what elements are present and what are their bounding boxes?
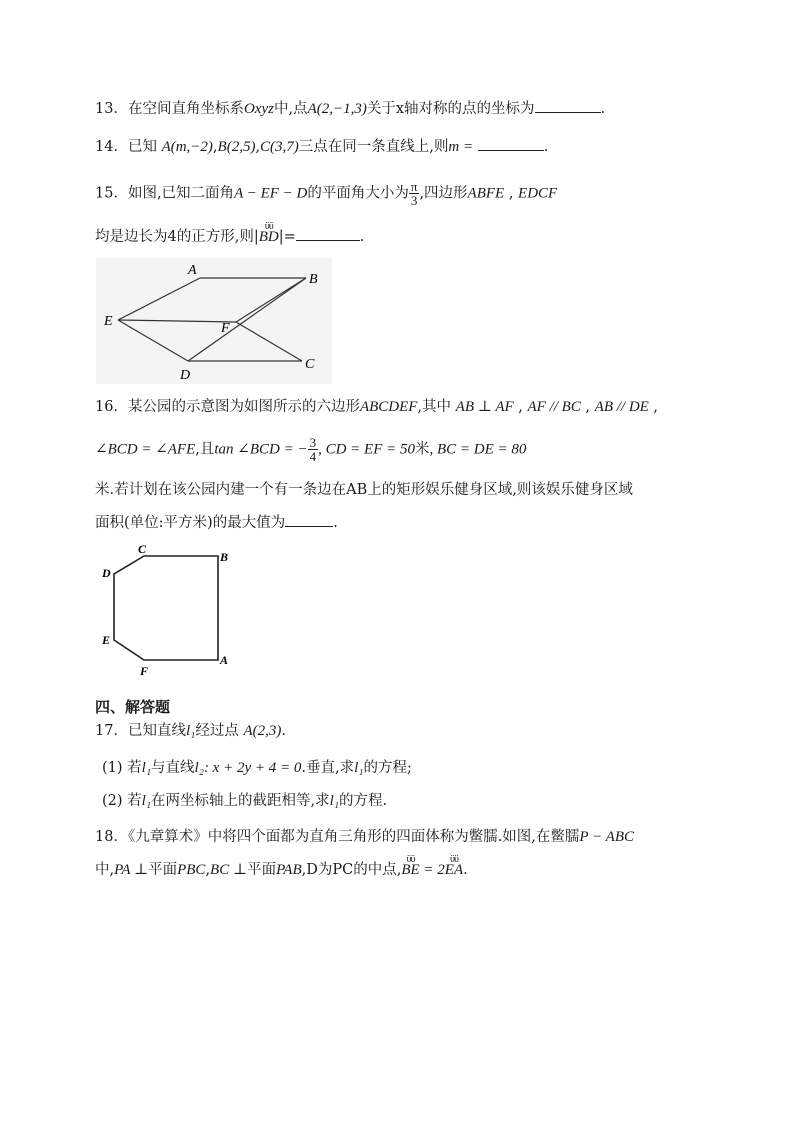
hex-label-b: B — [220, 550, 229, 564]
q13-line: 13．在空间直角坐标系Oxyz中,点A(2,−1,3)关于x轴对称的点的坐标为 . — [95, 98, 605, 119]
q15-answer-blank — [296, 226, 360, 241]
q16-line3: 米.若计划在该公园内建一个有一条边在AB上的矩形娱乐健身区域,则该娱乐健身区域 — [95, 482, 633, 498]
vector-be: ϋϋ BE — [401, 854, 420, 878]
q13-answer-blank — [535, 98, 601, 113]
q17-part1: (1) 若l₁与直线l₂: x + 2y + 4 = 0.垂直,求l₁的方程; — [102, 760, 412, 776]
q16-line1: 16．某公园的示意图为如图所示的六边形ABCDEF,其中 AB ⊥ AF , AF // BC , AB // DE , — [95, 399, 659, 415]
label-a: A — [188, 263, 197, 278]
q15-line2: 均是边长为4的正方形,则| ϋϋ BD|= . — [95, 221, 365, 245]
q16-line2: ∠BCD = ∠AFE,且tan ∠BCD = − $\frac{3}{4}$ , CD = EF = 50米, BC = DE = 80 — [95, 435, 527, 464]
q15-number: 15． — [95, 185, 128, 202]
label-e: E — [104, 314, 113, 329]
hex-label-d: D — [102, 566, 111, 580]
section-heading: 四、解答题 — [95, 698, 171, 716]
vector-ea: ϋϋ EA — [444, 854, 464, 878]
dihedral-angle-figure — [96, 258, 332, 384]
hex-label-c: C — [138, 542, 147, 556]
hexagon-park-figure — [96, 540, 246, 680]
q16-line4: 面积(单位:平方米)的最大值为 . — [95, 512, 338, 533]
q16-fraction: $\frac{3}{4}$ — [309, 435, 317, 464]
q17-line: 17．已知直线l₁经过点 A(2,3). — [95, 723, 286, 739]
hex-label-a: A — [220, 653, 229, 667]
q18-number: 18． — [95, 829, 128, 845]
label-c: C — [305, 357, 315, 372]
hex-label-f: F — [140, 664, 149, 678]
label-f: F — [221, 321, 230, 336]
q14-answer-blank — [478, 136, 544, 151]
q15-fraction: $\frac{\pi}{3}$ — [410, 179, 418, 208]
label-b: B — [309, 272, 318, 287]
q17-number: 17． — [95, 723, 128, 739]
hexagon-outline — [114, 556, 218, 660]
vector-bd: ϋϋ BD — [258, 221, 279, 245]
q13-number: 13． — [95, 101, 128, 117]
label-d: D — [180, 368, 191, 383]
q16-number: 16． — [95, 399, 128, 415]
q16-answer-blank — [285, 512, 333, 527]
q18-line2: 中,PA ⊥平面PBC,BC ⊥平面PAB,D为PC的中点, ϋϋ BE = 2 ϋϋ EA. — [95, 854, 468, 878]
figure-background — [96, 258, 332, 384]
q14-number: 14． — [95, 139, 128, 155]
q17-part2: (2) 若l₁在两坐标轴上的截距相等,求l₁的方程. — [102, 793, 388, 809]
q18-line1: 18．《九章算术》中将四个面都为直角三角形的四面体称为鳖臑.如图,在鳖臑P − ABC — [95, 829, 634, 845]
q14-line: 14．已知 A(m,−2),B(2,5),C(3,7)三点在同一条直线上,则m = . — [95, 136, 548, 157]
hex-label-e: E — [102, 633, 111, 647]
q15-line1: 15．如图,已知二面角A − EF − D的平面角大小为 $\frac{\pi}{3}$ ,四边形ABFE , EDCF — [95, 179, 558, 208]
